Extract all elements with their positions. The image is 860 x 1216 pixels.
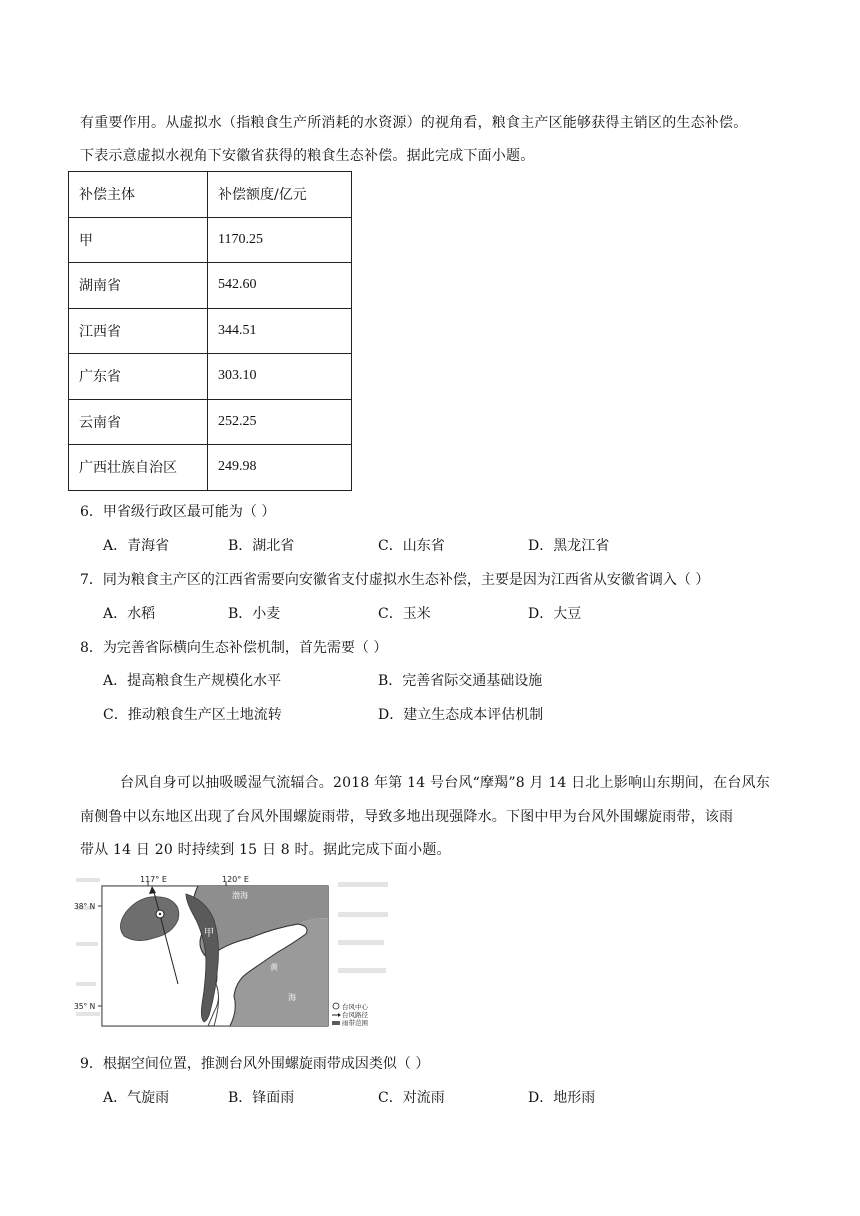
table-cell-subject: 甲 xyxy=(69,217,208,263)
passage-line-3: 带从 14 日 20 时持续到 15 日 8 时。据此完成下面小题。 xyxy=(80,842,451,858)
question-6-option-d[interactable]: D．黑龙江省 xyxy=(528,538,610,554)
question-7-stem: 7．同为粮食主产区的江西省需要向安徽省支付虚拟水生态补偿，主要是因为江西省从安徽省调入（ ） xyxy=(80,572,710,588)
yellow-sea-label-2: 海 xyxy=(288,993,296,1002)
table-cell-amount: 344.51 xyxy=(208,308,352,354)
question-8-option-c[interactable]: C．推动粮食生产区土地流转 xyxy=(103,707,282,723)
typhoon-map-svg xyxy=(74,872,392,1032)
question-7-option-a[interactable]: A．水稻 xyxy=(103,606,156,622)
question-6-option-c[interactable]: C．山东省 xyxy=(378,538,445,554)
table-cell-amount: 542.60 xyxy=(208,263,352,309)
table-row xyxy=(69,217,352,263)
question-9-option-c[interactable]: C．对流雨 xyxy=(378,1090,445,1106)
rain-band-label: 甲 xyxy=(204,928,214,939)
table-cell-subject: 广东省 xyxy=(69,354,208,400)
passage-line-2: 南侧鲁中以东地区出现了台风外围螺旋雨带，导致多地出现强降水。下图中甲为台风外围螺旋雨带，该雨 xyxy=(80,809,734,825)
intro-line-2: 下表示意虚拟水视角下安徽省获得的粮食生态补偿。据此完成下面小题。 xyxy=(80,148,535,164)
question-6-option-b[interactable]: B．湖北省 xyxy=(228,538,295,554)
table-cell-amount: 303.10 xyxy=(208,354,352,400)
table-row xyxy=(69,308,352,354)
question-9-option-a[interactable]: A．气旋雨 xyxy=(103,1090,170,1106)
table-header-amount: 补偿额度/亿元 xyxy=(208,172,352,218)
lon-label-117: 117° E xyxy=(140,875,167,884)
intro-line-1: 有重要作用。从虚拟水（指粮食生产所消耗的水资源）的视角看，粮食主产区能够获得主销区的生态补偿。 xyxy=(80,115,748,131)
lat-label-38: 38° N xyxy=(74,902,96,911)
map-legend xyxy=(330,1000,390,1030)
table-cell-amount: 1170.25 xyxy=(208,217,352,263)
table-cell-subject: 广西壮族自治区 xyxy=(69,445,208,491)
table-cell-amount: 249.98 xyxy=(208,445,352,491)
legend-path-label: 台风路径 xyxy=(342,1011,368,1019)
lon-label-120: 120° E xyxy=(222,875,249,884)
question-8-option-b[interactable]: B．完善省际交通基础设施 xyxy=(378,673,543,689)
question-7-option-b[interactable]: B．小麦 xyxy=(228,606,281,622)
legend-center-icon xyxy=(333,1003,339,1009)
table-cell-subject: 江西省 xyxy=(69,308,208,354)
lat-label-35: 35° N xyxy=(74,1002,96,1011)
question-7-option-d[interactable]: D．大豆 xyxy=(528,606,582,622)
table-row xyxy=(69,399,352,445)
table-header-row xyxy=(69,172,352,218)
question-9-stem: 9．根据空间位置，推测台风外围螺旋雨带成因类似（ ） xyxy=(80,1056,430,1072)
question-8-option-d[interactable]: D．建立生态成本评估机制 xyxy=(378,707,544,723)
typhoon-map xyxy=(74,872,392,1032)
question-9-option-b[interactable]: B．锋面雨 xyxy=(228,1090,295,1106)
question-8-stem: 8．为完善省际横向生态补偿机制，首先需要（ ） xyxy=(80,640,388,656)
question-7-option-c[interactable]: C．玉米 xyxy=(378,606,431,622)
question-9-option-d[interactable]: D．地形雨 xyxy=(528,1090,596,1106)
question-6-stem: 6．甲省级行政区最可能为（ ） xyxy=(80,504,276,520)
compensation-table xyxy=(68,171,352,491)
legend-rainband-icon xyxy=(332,1021,340,1025)
table-row xyxy=(69,354,352,400)
question-8-option-a[interactable]: A．提高粮食生产规模化水平 xyxy=(103,673,282,689)
table-row xyxy=(69,263,352,309)
table-cell-amount: 252.25 xyxy=(208,399,352,445)
table-cell-subject: 湖南省 xyxy=(69,263,208,309)
table-cell-subject: 云南省 xyxy=(69,399,208,445)
legend-rainband-label: 雨带范围 xyxy=(342,1019,368,1027)
passage-line-1: 台风自身可以抽吸暖湿气流辐合。2018 年第 14 号台风“摩羯”8 月 14 日北上影响山东期间，在台风东 xyxy=(120,775,770,791)
bohai-label: 渤海 xyxy=(232,891,248,900)
legend-center-label: 台风中心 xyxy=(342,1003,368,1011)
table-row xyxy=(69,445,352,491)
question-6-option-a[interactable]: A．青海省 xyxy=(103,538,170,554)
yellow-sea-label-1: 黄 xyxy=(270,963,278,972)
table-header-subject: 补偿主体 xyxy=(69,172,208,218)
